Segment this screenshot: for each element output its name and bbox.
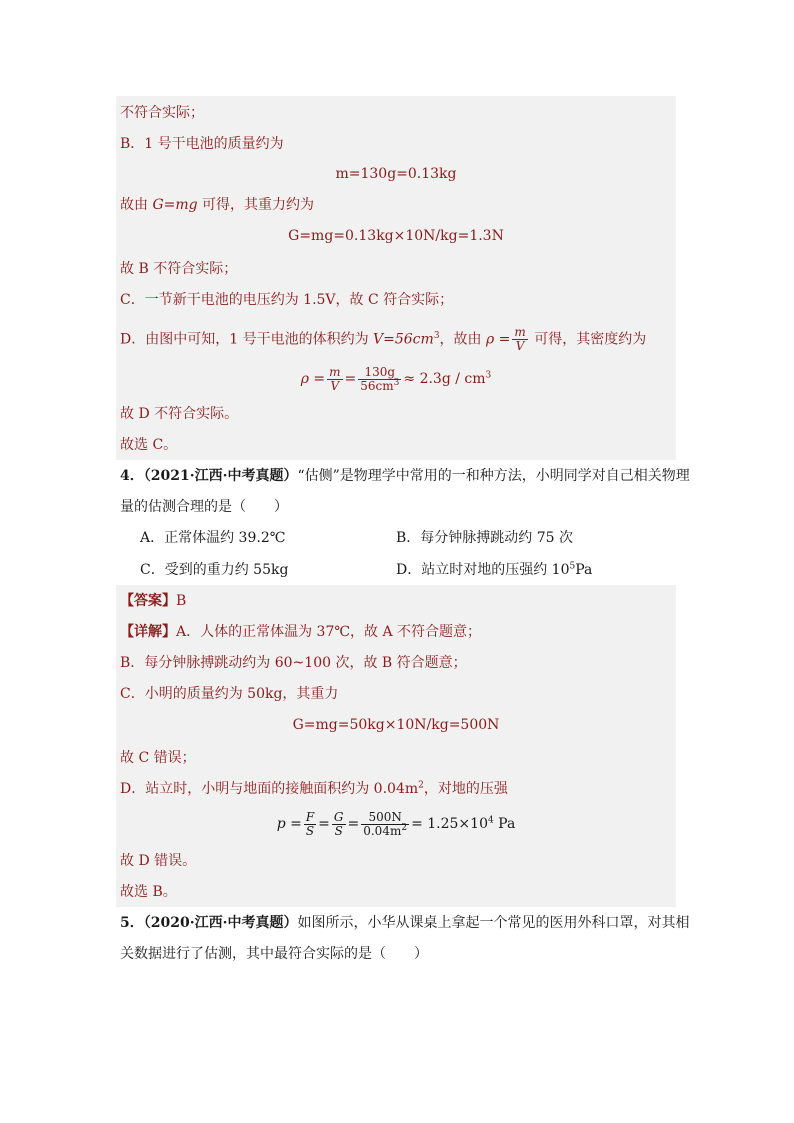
text-line: 故 C 错误； <box>120 750 196 766</box>
fraction-denominator: $0.04m^2$ <box>363 822 408 838</box>
question-source: （2021·江西·中考真题） <box>143 468 298 484</box>
question-text: “估侧”是物理学中常用的一和种方法，小明同学对自己相关物理 <box>297 468 690 484</box>
fraction-denominator: V <box>515 339 525 353</box>
text-line: 故 B 不符合实际； <box>120 261 238 277</box>
density-result: ≈ 2.3g / cm <box>403 371 486 387</box>
text-segment: 可得，其密度约为 <box>529 331 647 348</box>
text-line: 故选 B。 <box>120 884 177 900</box>
text-line: D．由图中可知，1 号干电池的体积约为 $V=56cm^3$，故由 ρ = $\frac{m}{V}$ 可得，其密度约为 <box>120 325 647 353</box>
option-c: C．受到的重力约 55kg <box>140 562 289 578</box>
question-4-stem-cont: 量的估测合理的是（ ） <box>120 499 288 515</box>
question-number: 4． <box>120 468 144 484</box>
detail-label: 【详解】 <box>120 624 176 640</box>
formula-weight: G=mg=0.13kg×10N/kg=1.3N <box>288 228 504 244</box>
question-number: 5． <box>120 915 144 931</box>
text-line: C．一节新干电池的电压约为 1.5V，故 C 符合实际； <box>120 292 454 308</box>
fraction-denominator: $56cm^3$ <box>360 377 400 393</box>
question-5-stem <box>120 913 689 933</box>
text-line: C．小明的质量约为 50kg，其重力 <box>120 686 339 702</box>
formula-mass: m=130g=0.13kg <box>335 166 457 182</box>
formula-gravity: G=mg=50kg×10N/kg=500N <box>292 717 500 733</box>
option-a: A．正常体温约 39.2℃ <box>140 530 286 546</box>
equals-sign: = <box>347 816 360 832</box>
fraction-numerator: 130g <box>358 366 401 380</box>
fraction-numerator: G <box>333 809 344 824</box>
text-segment: 故由 <box>120 197 153 213</box>
text-segment: D．由图中可知，1 号干电池的体积约为 <box>120 331 374 348</box>
answer-label: 【答案】 <box>120 593 176 609</box>
option-b: B．每分钟脉搏跳动约 75 次 <box>396 530 574 546</box>
text-line: 故 D 不符合实际。 <box>120 406 239 422</box>
equals-sign: = <box>344 371 357 387</box>
question-source: （2020·江西·中考真题） <box>143 915 298 931</box>
fraction-m-over-v <box>327 366 342 393</box>
formula-pressure: p = $\frac{F}{S}$ = $\frac{G}{S}$ = $\frac{500N}{0.04m^2}$ = $1.25\times 10^4$ Pa <box>276 809 516 838</box>
p-symbol: p = <box>276 816 302 832</box>
fraction-numerator: F <box>305 809 315 824</box>
formula-density: ρ = $\frac{m}{V}$ = $\frac{130g}{56cm^3}$ ≈ $2.3g / cm^3$ <box>300 364 492 393</box>
fraction-numerator: 500N <box>361 811 409 825</box>
fraction-denominator: S <box>305 823 315 838</box>
fraction-values <box>361 811 409 838</box>
question-4-stem <box>120 466 690 486</box>
volume-value: V=56cm <box>373 331 434 348</box>
text-segment: ，故由 <box>439 331 486 348</box>
detail-line <box>120 622 481 642</box>
rho-symbol: ρ = <box>300 371 326 387</box>
text-line: D．站立时，小明与地面的接触面积约为 $0.04m^2$，对地的压强 <box>120 780 508 797</box>
fraction-m-over-v <box>512 326 527 353</box>
text-line: B．1 号干电池的质量约为 <box>120 136 284 152</box>
formula-inline: G=mg <box>152 197 198 213</box>
rho-symbol: ρ = <box>486 331 511 348</box>
equals-sign: = <box>318 816 330 832</box>
text-line: 故 D 错误。 <box>120 853 197 869</box>
fraction-g-over-s <box>332 811 346 838</box>
question-text: 如图所示，小华从课桌上拿起一个常见的医用外科口罩，对其相 <box>297 915 690 931</box>
fraction-denominator: V <box>330 378 340 393</box>
text-segment: 可得，其重力约为 <box>197 197 315 213</box>
fraction-denominator: S <box>334 823 343 838</box>
fraction-values <box>358 366 401 393</box>
question-5-stem-cont: 关数据进行了估测，其中最符合实际的是（ ） <box>120 946 428 962</box>
text-line: 故选 C。 <box>120 437 178 453</box>
fraction-numerator: m <box>514 325 526 339</box>
text-line <box>120 195 314 215</box>
detail-text: A．人体的正常体温为 37℃，故 A 不符合题意； <box>176 624 482 640</box>
fraction-numerator: m <box>329 364 341 379</box>
pressure-result: = 1.25×10 <box>411 816 488 832</box>
fraction-f-over-s <box>304 811 316 838</box>
answer-value: B <box>176 593 187 609</box>
option-d: D．站立时对地的压强约 $10^5Pa$ <box>396 561 593 578</box>
answer-line <box>120 591 186 611</box>
text-line: 不符合实际； <box>120 105 204 121</box>
text-line: B．每分钟脉搏跳动约为 60~100 次，故 B 符合题意； <box>120 655 467 671</box>
